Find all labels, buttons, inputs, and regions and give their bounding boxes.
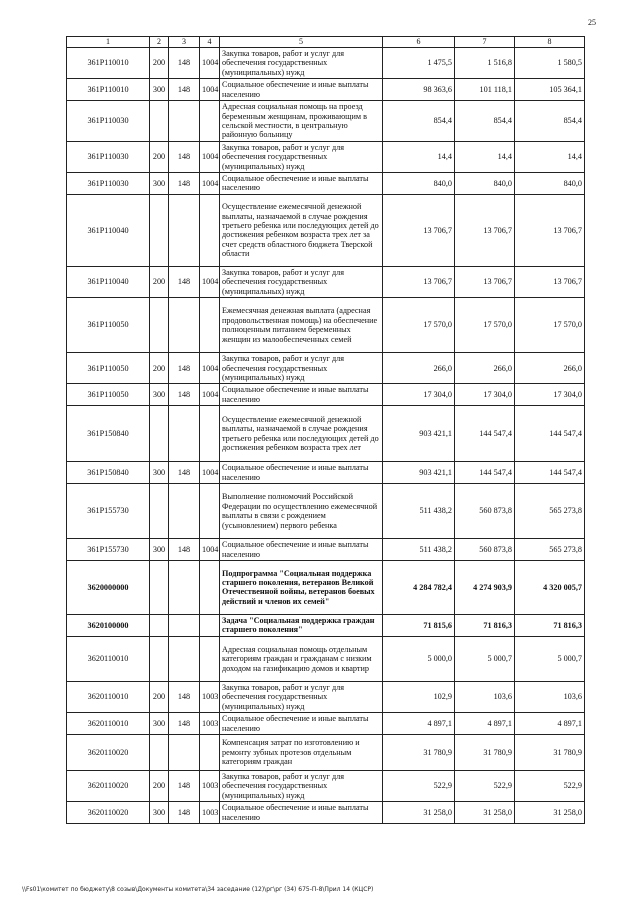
column-header: 8	[515, 37, 585, 48]
row-col4: 1004	[200, 353, 220, 384]
row-col2: 300	[150, 462, 169, 484]
column-header: 3	[169, 37, 200, 48]
table-row	[67, 560, 585, 614]
row-value-col8: 13 706,7	[515, 194, 585, 266]
table-row	[67, 802, 585, 824]
row-col2: 300	[150, 802, 169, 824]
table-row	[67, 48, 585, 79]
row-value-col6: 13 706,7	[383, 194, 455, 266]
row-description: Компенсация затрат по изготовлению и ремонту зубных протезов отдельным категориям граждан	[220, 734, 383, 770]
row-description: Закупка товаров, работ и услуг для обеспечения государственных (муниципальных) нужд	[220, 681, 383, 712]
row-code: 3620100000	[67, 614, 150, 636]
row-col3	[169, 298, 200, 353]
page-number: 25	[588, 18, 596, 27]
row-code: 3620110020	[67, 802, 150, 824]
table-row	[67, 734, 585, 770]
row-col4	[200, 101, 220, 142]
row-value-col6: 4 897,1	[383, 713, 455, 735]
row-col3	[169, 484, 200, 539]
row-description: Социальное обеспечение и иные выплаты населению	[220, 539, 383, 561]
table-body	[67, 37, 585, 824]
row-value-col8: 266,0	[515, 353, 585, 384]
row-value-col6: 903 421,1	[383, 406, 455, 462]
row-col2	[150, 406, 169, 462]
table-row	[67, 79, 585, 101]
row-col4: 1004	[200, 462, 220, 484]
row-value-col8: 31 780,9	[515, 734, 585, 770]
row-value-col7: 31 258,0	[455, 802, 515, 824]
row-col3	[169, 560, 200, 614]
row-value-col7: 5 000,7	[455, 636, 515, 681]
row-value-col7: 14,4	[455, 141, 515, 172]
row-description: Социальное обеспечение и иные выплаты населению	[220, 384, 383, 406]
row-value-col7: 101 118,1	[455, 79, 515, 101]
row-value-col7: 560 873,8	[455, 539, 515, 561]
row-col2	[150, 484, 169, 539]
row-col2: 200	[150, 353, 169, 384]
row-value-col6: 71 815,6	[383, 614, 455, 636]
row-code: 361P110050	[67, 384, 150, 406]
table-row	[67, 194, 585, 266]
row-value-col8: 854,4	[515, 101, 585, 142]
row-value-col6: 840,0	[383, 173, 455, 195]
row-code: 361P150840	[67, 406, 150, 462]
row-value-col6: 522,9	[383, 770, 455, 801]
row-code: 361P110040	[67, 194, 150, 266]
row-col2: 300	[150, 384, 169, 406]
file-path-footer: \\Fs01\комитет по бюджету\8 созыв\Документы комитета\34 заседание (12)\рг\рг (34) 675-П-8\Прил 14 (КЦСР)	[22, 886, 374, 893]
row-value-col6: 854,4	[383, 101, 455, 142]
column-header: 4	[200, 37, 220, 48]
row-col4: 1004	[200, 48, 220, 79]
row-value-col7: 266,0	[455, 353, 515, 384]
row-description: Адресная социальная помощь на проезд беременным женщинам, проживающим в сельской местности, в центральную районную больницу	[220, 101, 383, 142]
row-value-col7: 13 706,7	[455, 266, 515, 297]
row-code: 3620110020	[67, 734, 150, 770]
row-code: 361P110030	[67, 101, 150, 142]
row-col3	[169, 101, 200, 142]
row-description: Социальное обеспечение и иные выплаты населению	[220, 802, 383, 824]
row-col3: 148	[169, 266, 200, 297]
row-value-col8: 71 816,3	[515, 614, 585, 636]
row-col3: 148	[169, 173, 200, 195]
row-description: Социальное обеспечение и иные выплаты населению	[220, 462, 383, 484]
row-value-col8: 144 547,4	[515, 462, 585, 484]
row-col3	[169, 194, 200, 266]
row-col3: 148	[169, 48, 200, 79]
table-row	[67, 484, 585, 539]
row-description: Выполнение полномочий Российской Федерации по осуществлению ежемесячной выплаты в связи с рождением (усыновлением) первого ребенка	[220, 484, 383, 539]
row-value-col8: 1 580,5	[515, 48, 585, 79]
table-row	[67, 101, 585, 142]
row-col4	[200, 560, 220, 614]
row-col2: 200	[150, 266, 169, 297]
row-col4	[200, 484, 220, 539]
row-value-col6: 31 780,9	[383, 734, 455, 770]
row-value-col6: 4 284 782,4	[383, 560, 455, 614]
row-value-col7: 1 516,8	[455, 48, 515, 79]
row-col2: 300	[150, 173, 169, 195]
row-code: 361P110030	[67, 141, 150, 172]
row-col2	[150, 560, 169, 614]
column-header: 6	[383, 37, 455, 48]
row-col3: 148	[169, 539, 200, 561]
row-col3: 148	[169, 802, 200, 824]
row-value-col7: 144 547,4	[455, 406, 515, 462]
row-col2	[150, 298, 169, 353]
row-value-col8: 522,9	[515, 770, 585, 801]
row-value-col6: 511 438,2	[383, 539, 455, 561]
row-col3: 148	[169, 79, 200, 101]
row-value-col8: 17 304,0	[515, 384, 585, 406]
row-value-col7: 71 816,3	[455, 614, 515, 636]
row-value-col8: 565 273,8	[515, 539, 585, 561]
row-col2: 200	[150, 141, 169, 172]
row-value-col7: 144 547,4	[455, 462, 515, 484]
row-col4	[200, 298, 220, 353]
row-col4: 1003	[200, 802, 220, 824]
row-code: 361P110050	[67, 353, 150, 384]
row-description: Адресная социальная помощь отдельным категориям граждан и гражданам с низким доходом на газификацию домов и квартир	[220, 636, 383, 681]
row-col3: 148	[169, 713, 200, 735]
row-value-col8: 13 706,7	[515, 266, 585, 297]
row-value-col6: 98 363,6	[383, 79, 455, 101]
table-row	[67, 353, 585, 384]
row-col4	[200, 194, 220, 266]
row-description: Закупка товаров, работ и услуг для обеспечения государственных (муниципальных) нужд	[220, 353, 383, 384]
row-description: Закупка товаров, работ и услуг для обеспечения государственных (муниципальных) нужд	[220, 141, 383, 172]
row-code: 361P110010	[67, 48, 150, 79]
row-value-col8: 105 364,1	[515, 79, 585, 101]
row-value-col6: 903 421,1	[383, 462, 455, 484]
row-description: Социальное обеспечение и иные выплаты населению	[220, 713, 383, 735]
row-col4: 1003	[200, 681, 220, 712]
row-description: Социальное обеспечение и иные выплаты населению	[220, 173, 383, 195]
row-code: 361P110030	[67, 173, 150, 195]
row-description: Ежемесячная денежная выплата (адресная продовольственная помощь) на обеспечение полноценным питанием беременных женщин из малообеспеченных семей	[220, 298, 383, 353]
table-row	[67, 636, 585, 681]
table-row	[67, 462, 585, 484]
row-col3: 148	[169, 462, 200, 484]
row-col4: 1004	[200, 79, 220, 101]
row-col3: 148	[169, 141, 200, 172]
row-col3	[169, 614, 200, 636]
row-col3: 148	[169, 353, 200, 384]
row-col2: 200	[150, 48, 169, 79]
row-value-col7: 17 304,0	[455, 384, 515, 406]
row-value-col7: 522,9	[455, 770, 515, 801]
row-col3: 148	[169, 681, 200, 712]
row-value-col7: 13 706,7	[455, 194, 515, 266]
table-row	[67, 539, 585, 561]
row-value-col6: 511 438,2	[383, 484, 455, 539]
row-value-col7: 854,4	[455, 101, 515, 142]
row-col3: 148	[169, 770, 200, 801]
column-header: 5	[220, 37, 383, 48]
row-code: 361P110010	[67, 79, 150, 101]
row-value-col6: 5 000,0	[383, 636, 455, 681]
table-row	[67, 681, 585, 712]
row-value-col8: 565 273,8	[515, 484, 585, 539]
row-value-col8: 840,0	[515, 173, 585, 195]
row-value-col6: 14,4	[383, 141, 455, 172]
row-value-col6: 102,9	[383, 681, 455, 712]
row-value-col8: 144 547,4	[515, 406, 585, 462]
table-row	[67, 406, 585, 462]
row-value-col8: 17 570,0	[515, 298, 585, 353]
row-col2: 300	[150, 79, 169, 101]
row-value-col6: 13 706,7	[383, 266, 455, 297]
column-header: 7	[455, 37, 515, 48]
column-number-row	[67, 37, 585, 48]
row-value-col8: 103,6	[515, 681, 585, 712]
row-value-col6: 31 258,0	[383, 802, 455, 824]
row-col4	[200, 614, 220, 636]
row-value-col8: 4 320 005,7	[515, 560, 585, 614]
row-code: 3620110010	[67, 636, 150, 681]
row-description: Осуществление ежемесячной денежной выплаты, назначаемой в случае рождения третьего ребенка или последующих детей до достижения ребенком возраста трех лет	[220, 406, 383, 462]
column-header: 2	[150, 37, 169, 48]
row-col2: 200	[150, 770, 169, 801]
row-col4: 1003	[200, 713, 220, 735]
row-description: Закупка товаров, работ и услуг для обеспечения государственных (муниципальных) нужд	[220, 48, 383, 79]
row-col4: 1004	[200, 173, 220, 195]
row-value-col7: 840,0	[455, 173, 515, 195]
row-value-col8: 4 897,1	[515, 713, 585, 735]
row-col3: 148	[169, 384, 200, 406]
table-row	[67, 614, 585, 636]
row-description: Задача "Социальная поддержка граждан старшего поколения"	[220, 614, 383, 636]
row-col4	[200, 734, 220, 770]
table-row	[67, 770, 585, 801]
row-col2: 300	[150, 539, 169, 561]
row-code: 361P110050	[67, 298, 150, 353]
row-value-col8: 14,4	[515, 141, 585, 172]
row-code: 361P155730	[67, 539, 150, 561]
column-header: 1	[67, 37, 150, 48]
row-description: Закупка товаров, работ и услуг для обеспечения государственных (муниципальных) нужд	[220, 770, 383, 801]
table-row	[67, 141, 585, 172]
row-code: 361P155730	[67, 484, 150, 539]
budget-table	[66, 36, 585, 824]
row-col4: 1003	[200, 770, 220, 801]
row-col2	[150, 734, 169, 770]
row-code: 361P110040	[67, 266, 150, 297]
row-col4	[200, 636, 220, 681]
row-value-col6: 1 475,5	[383, 48, 455, 79]
row-code: 3620000000	[67, 560, 150, 614]
row-description: Закупка товаров, работ и услуг для обеспечения государственных (муниципальных) нужд	[220, 266, 383, 297]
row-col4: 1004	[200, 141, 220, 172]
row-col3	[169, 636, 200, 681]
row-value-col6: 17 570,0	[383, 298, 455, 353]
row-value-col6: 266,0	[383, 353, 455, 384]
row-description: Осуществление ежемесячной денежной выплаты, назначаемой в случае рождения третьего ребенка или последующих детей до достижения ребенком возраста трех лет за счет средств областного бюджета Тверской области	[220, 194, 383, 266]
table-row	[67, 173, 585, 195]
row-value-col8: 31 258,0	[515, 802, 585, 824]
table-row	[67, 713, 585, 735]
row-value-col7: 31 780,9	[455, 734, 515, 770]
row-value-col8: 5 000,7	[515, 636, 585, 681]
row-col3	[169, 406, 200, 462]
row-col2	[150, 194, 169, 266]
row-code: 361P150840	[67, 462, 150, 484]
row-description: Социальное обеспечение и иные выплаты населению	[220, 79, 383, 101]
table-row	[67, 298, 585, 353]
row-value-col7: 4 274 903,9	[455, 560, 515, 614]
row-code: 3620110020	[67, 770, 150, 801]
row-col4: 1004	[200, 384, 220, 406]
row-col4	[200, 406, 220, 462]
row-value-col7: 103,6	[455, 681, 515, 712]
table-row	[67, 266, 585, 297]
row-col2: 200	[150, 681, 169, 712]
row-col3	[169, 734, 200, 770]
row-value-col7: 17 570,0	[455, 298, 515, 353]
row-col2	[150, 636, 169, 681]
row-value-col7: 560 873,8	[455, 484, 515, 539]
row-col4: 1004	[200, 539, 220, 561]
table-row	[67, 384, 585, 406]
row-value-col7: 4 897,1	[455, 713, 515, 735]
row-code: 3620110010	[67, 713, 150, 735]
row-col2: 300	[150, 713, 169, 735]
row-col4: 1004	[200, 266, 220, 297]
row-description: Подпрограмма "Социальная поддержка старшего поколения, ветеранов Великой Отечественной войны, ветеранов боевых действий и членов их семей"	[220, 560, 383, 614]
row-code: 3620110010	[67, 681, 150, 712]
row-value-col6: 17 304,0	[383, 384, 455, 406]
row-col2	[150, 101, 169, 142]
row-col2	[150, 614, 169, 636]
